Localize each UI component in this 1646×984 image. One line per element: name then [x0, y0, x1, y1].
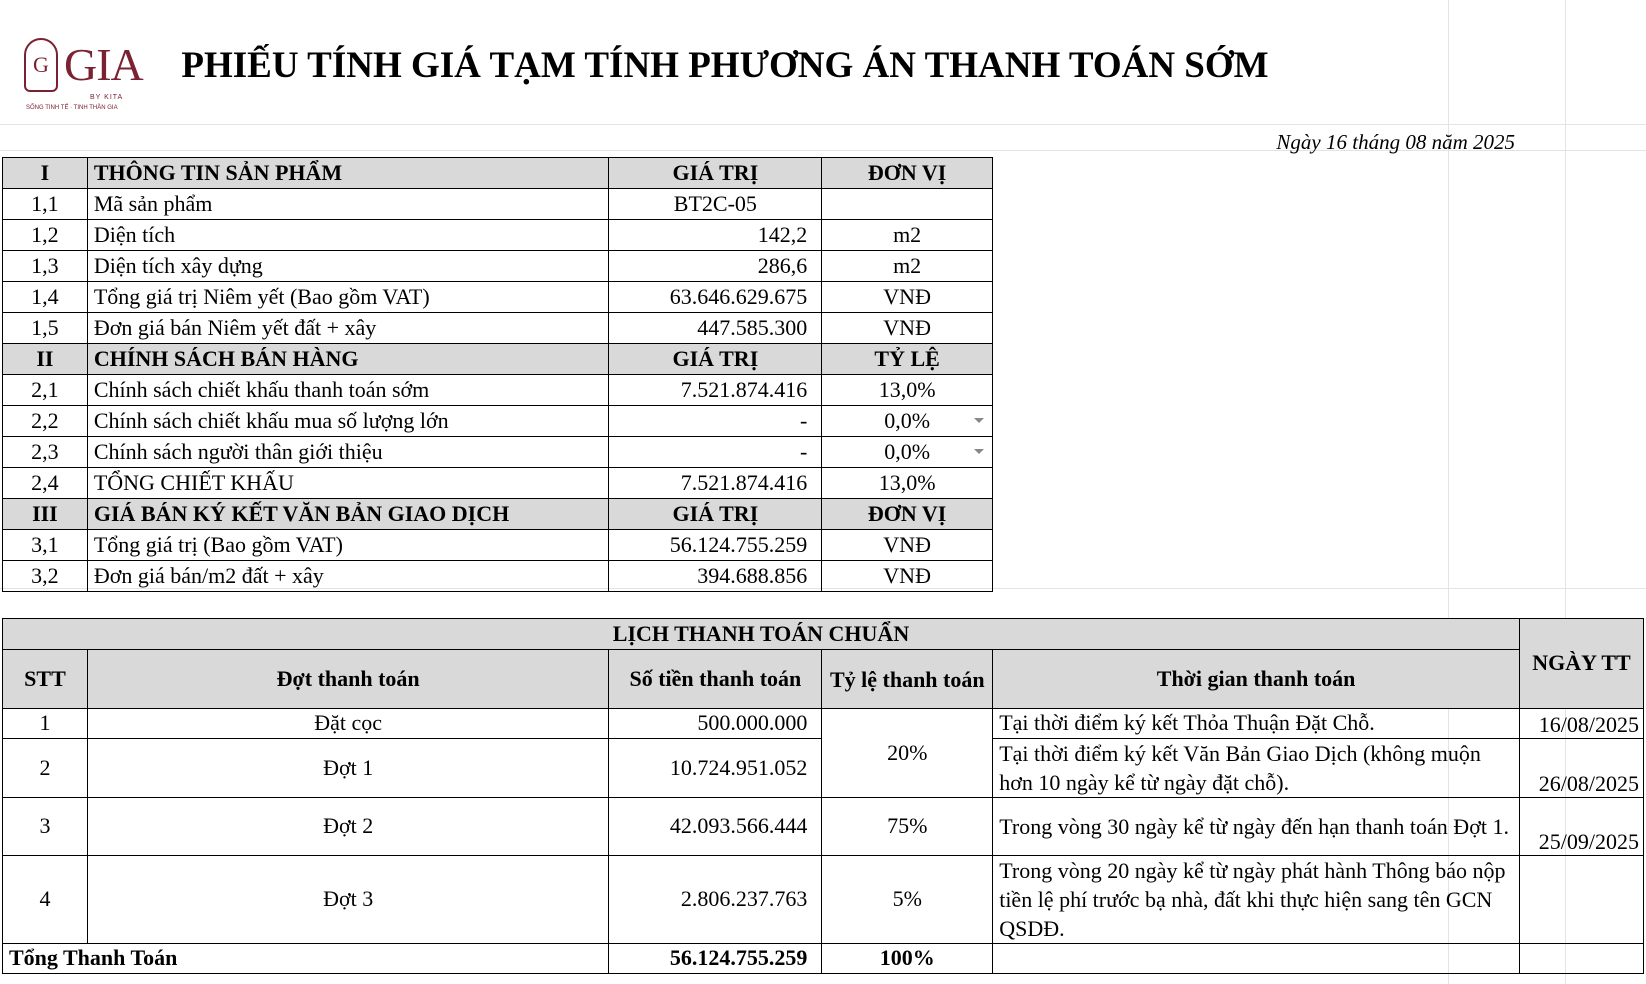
table-row — [3, 709, 1644, 739]
table-row — [3, 406, 993, 437]
ratio-dropdown-cell[interactable] — [822, 437, 993, 468]
row-value[interactable]: 394.688.856 — [609, 561, 822, 592]
row-time[interactable]: Tại thời điểm ký kết Văn Bản Giao Dịch (không muộn hơn 10 ngày kể từ ngày đặt chỗ). — [993, 739, 1520, 798]
table-row — [3, 437, 993, 468]
row-value[interactable]: 56.124.755.259 — [609, 530, 822, 561]
row-number[interactable]: 2,2 — [3, 406, 88, 437]
row-unit[interactable] — [822, 189, 993, 220]
row-ratio: 0,0% — [884, 438, 931, 464]
row-number[interactable]: 1,3 — [3, 251, 88, 282]
dropdown-arrow-icon[interactable] — [974, 418, 984, 423]
row-number[interactable]: 1,4 — [3, 282, 88, 313]
row-date[interactable] — [1519, 856, 1643, 944]
row-number[interactable]: 3,1 — [3, 530, 88, 561]
section-header — [3, 158, 993, 189]
total-ratio[interactable]: 100% — [822, 944, 993, 974]
row-unit[interactable]: VNĐ — [822, 561, 993, 592]
row-number[interactable]: 3,2 — [3, 561, 88, 592]
section-header — [3, 499, 993, 530]
row-amount[interactable]: 42.093.566.444 — [609, 798, 822, 856]
row-phase[interactable]: Đợt 1 — [87, 739, 608, 798]
schedule-header-row — [3, 650, 1644, 709]
total-label[interactable]: Tổng Thanh Toán — [3, 944, 609, 974]
row-label[interactable]: Diện tích — [87, 220, 609, 251]
total-amount[interactable]: 56.124.755.259 — [609, 944, 822, 974]
row-label[interactable]: Chính sách người thân giới thiệu — [87, 437, 609, 468]
table-row — [3, 313, 993, 344]
empty-cell[interactable] — [1519, 944, 1643, 974]
row-label[interactable]: Đơn giá bán/m2 đất + xây — [87, 561, 609, 592]
logo-brand: GIA — [64, 39, 143, 90]
row-label[interactable]: Chính sách chiết khấu mua số lượng lớn — [87, 406, 609, 437]
column-header-phase: Đợt thanh toán — [87, 650, 608, 709]
column-header-unit: ĐƠN VỊ — [822, 158, 993, 189]
row-ratio[interactable]: 5% — [822, 856, 993, 944]
section-number: II — [3, 344, 88, 375]
row-amount[interactable]: 2.806.237.763 — [609, 856, 822, 944]
table-row — [3, 189, 993, 220]
column-header-unit: ĐƠN VỊ — [822, 499, 993, 530]
column-header-ratio: Tỷ lệ thanh toán — [822, 650, 993, 709]
total-row — [3, 944, 1644, 974]
column-header-time: Thời gian thanh toán — [993, 650, 1520, 709]
row-value[interactable]: 447.585.300 — [609, 313, 822, 344]
row-value[interactable]: - — [609, 406, 822, 437]
row-label[interactable]: TỔNG CHIẾT KHẤU — [87, 468, 609, 499]
document-date: Ngày 16 tháng 08 năm 2025 — [1276, 130, 1515, 154]
row-time[interactable]: Trong vòng 30 ngày kể từ ngày đến hạn thanh toán Đợt 1. — [993, 798, 1520, 856]
row-stt[interactable]: 1 — [3, 709, 88, 739]
row-label[interactable]: Diện tích xây dựng — [87, 251, 609, 282]
column-header-date: NGÀY TT — [1519, 619, 1643, 709]
row-ratio: 0,0% — [884, 407, 931, 433]
row-unit[interactable]: VNĐ — [822, 530, 993, 561]
page-title: PHIẾU TÍNH GIÁ TẠM TÍNH PHƯƠNG ÁN THANH TOÁN SỚM — [181, 45, 1269, 86]
grid-line — [0, 124, 1646, 125]
logo-by: BY KITA — [90, 94, 124, 101]
table-row — [3, 468, 993, 499]
row-phase[interactable]: Đợt 2 — [87, 798, 608, 856]
column-header-value: GIÁ TRỊ — [609, 499, 822, 530]
empty-cell[interactable] — [993, 944, 1520, 974]
payment-schedule-table — [2, 618, 1644, 974]
column-header-stt: STT — [3, 650, 88, 709]
row-label[interactable]: Tổng giá trị Niêm yết (Bao gồm VAT) — [87, 282, 609, 313]
row-value[interactable]: BT2C-05 — [609, 189, 822, 220]
section-header — [3, 344, 993, 375]
row-label[interactable]: Đơn giá bán Niêm yết đất + xây — [87, 313, 609, 344]
row-number[interactable]: 2,3 — [3, 437, 88, 468]
row-label[interactable]: Mã sản phẩm — [87, 189, 609, 220]
section-heading: CHÍNH SÁCH BÁN HÀNG — [87, 344, 609, 375]
row-ratio[interactable]: 13,0% — [822, 468, 993, 499]
logo-tagline: SỐNG TINH TẾ · TINH THẦN GIA — [26, 105, 118, 111]
table-row — [3, 530, 993, 561]
section-number: III — [3, 499, 88, 530]
section-heading: GIÁ BÁN KÝ KẾT VĂN BẢN GIAO DỊCH — [87, 499, 609, 530]
row-number[interactable]: 2,4 — [3, 468, 88, 499]
table-row — [3, 375, 993, 406]
row-unit[interactable]: VNĐ — [822, 282, 993, 313]
row-value[interactable]: 63.646.629.675 — [609, 282, 822, 313]
row-date[interactable]: 26/08/2025 — [1519, 739, 1643, 798]
row-ratio[interactable]: 75% — [822, 798, 993, 856]
column-header-value: GIÁ TRỊ — [609, 344, 822, 375]
table-row — [3, 798, 1644, 856]
row-time[interactable]: Trong vòng 20 ngày kể từ ngày phát hành Thông báo nộp tiền lệ phí trước bạ nhà, đất khi thực hiện sang tên GCN QSDĐ. — [993, 856, 1520, 944]
row-ratio[interactable]: 13,0% — [822, 375, 993, 406]
dropdown-arrow-icon[interactable] — [974, 449, 984, 454]
row-value[interactable]: 142,2 — [609, 220, 822, 251]
column-header-ratio: TỶ LỆ — [822, 344, 993, 375]
row-stt[interactable]: 3 — [3, 798, 88, 856]
section-heading: THÔNG TIN SẢN PHẨM — [87, 158, 609, 189]
schedule-title: LỊCH THANH TOÁN CHUẨN — [3, 619, 1520, 650]
row-number[interactable]: 1,1 — [3, 189, 88, 220]
logo-monogram: G — [24, 38, 58, 92]
product-info-table — [2, 157, 993, 592]
row-stt[interactable]: 4 — [3, 856, 88, 944]
row-date[interactable]: 25/09/2025 — [1519, 798, 1643, 856]
table-row — [3, 251, 993, 282]
row-number[interactable]: 1,2 — [3, 220, 88, 251]
row-time[interactable]: Tại thời điểm ký kết Thỏa Thuận Đặt Chỗ. — [993, 709, 1520, 739]
row-unit[interactable]: m2 — [822, 220, 993, 251]
row-number[interactable]: 2,1 — [3, 375, 88, 406]
section-number: I — [3, 158, 88, 189]
row-label[interactable]: Tổng giá trị (Bao gồm VAT) — [87, 530, 609, 561]
row-value[interactable]: 286,6 — [609, 251, 822, 282]
row-phase[interactable]: Đợt 3 — [87, 856, 608, 944]
column-header-value: GIÁ TRỊ — [609, 158, 822, 189]
table-row — [3, 282, 993, 313]
row-value[interactable]: 7.521.874.416 — [609, 468, 822, 499]
column-header-amount: Số tiền thanh toán — [609, 650, 822, 709]
row-unit[interactable]: m2 — [822, 251, 993, 282]
row-amount[interactable]: 500.000.000 — [609, 709, 822, 739]
schedule-title-row — [3, 619, 1644, 650]
table-row — [3, 220, 993, 251]
table-row — [3, 856, 1644, 944]
row-value[interactable]: - — [609, 437, 822, 468]
row-label[interactable]: Chính sách chiết khấu thanh toán sớm — [87, 375, 609, 406]
row-date[interactable]: 16/08/2025 — [1519, 709, 1643, 739]
row-ratio-merged[interactable]: 20% — [822, 709, 993, 798]
row-unit[interactable]: VNĐ — [822, 313, 993, 344]
brand-logo — [22, 36, 143, 112]
table-row — [3, 561, 993, 592]
row-value[interactable]: 7.521.874.416 — [609, 375, 822, 406]
ratio-dropdown-cell[interactable] — [822, 406, 993, 437]
row-number[interactable]: 1,5 — [3, 313, 88, 344]
row-phase[interactable]: Đặt cọc — [87, 709, 608, 739]
row-stt[interactable]: 2 — [3, 739, 88, 798]
row-amount[interactable]: 10.724.951.052 — [609, 739, 822, 798]
